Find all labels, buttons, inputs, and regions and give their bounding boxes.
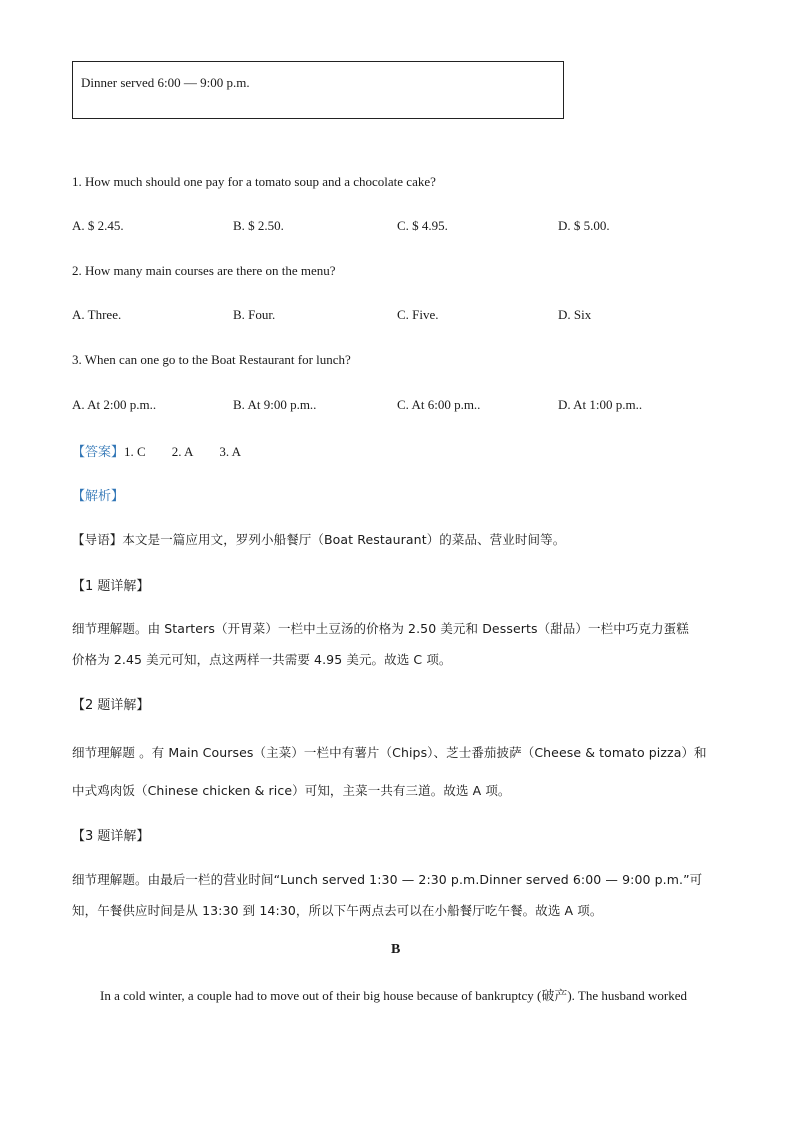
q3-option-b: B. At 9:00 p.m.. (233, 397, 317, 412)
q3-option-d: D. At 1:00 p.m.. (558, 397, 643, 412)
q3-detail-heading: 【3 题详解】 (72, 829, 150, 844)
q2-detail-line: 中式鸡肉饭（Chinese chicken & rice）可知，主菜一共有三道。故选 A 项。 (72, 783, 511, 798)
analysis-heading: 【解析】 (72, 489, 125, 504)
q1-option-b: B. $ 2.50. (233, 218, 284, 233)
question-1: 1. How much should one pay for a tomato soup and a chocolate cake? (72, 174, 436, 189)
answer-item: 3. A (219, 444, 242, 459)
q2-detail-heading: 【2 题详解】 (72, 698, 150, 713)
answer-item: 1. C (124, 444, 146, 459)
q2-option-d: D. Six (558, 307, 592, 322)
menu-hours-box (72, 61, 564, 119)
q3-option-c: C. At 6:00 p.m.. (397, 397, 481, 412)
q1-option-a: A. $ 2.45. (72, 218, 124, 233)
q3-option-a: A. At 2:00 p.m.. (72, 397, 157, 412)
dinner-hours-text: Dinner served 6:00 — 9:00 p.m. (81, 75, 250, 90)
q1-detail-line: 价格为 2.45 美元可知，点这两样一共需要 4.95 美元。故选 C 项。 (72, 652, 452, 667)
q1-detail-heading: 【1 题详解】 (72, 579, 150, 594)
q2-option-c: C. Five. (397, 307, 439, 322)
q3-detail-line: 知，午餐供应时间是从 13:30 到 14:30，所以下午两点去可以在小船餐厅吃午餐。故选 A 项。 (72, 903, 603, 918)
question-3: 3. When can one go to the Boat Restaurant for lunch? (72, 352, 351, 367)
answer-line (72, 441, 267, 460)
answer-item: 2. A (171, 444, 194, 459)
section-b-title: B (391, 942, 401, 957)
q2-detail-line: 细节理解题 。有 Main Courses（主菜）一栏中有薯片（Chips）、芝士番茄披萨（Cheese & tomato pizza）和 (72, 745, 707, 760)
q1-option-c: C. $ 4.95. (397, 218, 448, 233)
answer-label: 【答案】 (72, 445, 125, 460)
q2-option-a: A. Three. (72, 307, 122, 322)
question-2: 2. How many main courses are there on the menu? (72, 263, 336, 278)
q1-detail-line: 细节理解题。由 Starters（开胃菜）一栏中土豆汤的价格为 2.50 美元和 Desserts（甜品）一栏中巧克力蛋糕 (72, 621, 689, 636)
q2-option-b: B. Four. (233, 307, 276, 322)
passage-first-line: In a cold winter, a couple had to move out of their big house because of bankruptcy (破产). The husband worked (100, 988, 687, 1003)
q1-option-d: D. $ 5.00. (558, 218, 610, 233)
analysis-intro: 【导语】本文是一篇应用文，罗列小船餐厅（Boat Restaurant）的菜品、营业时间等。 (72, 532, 566, 547)
q3-detail-line: 细节理解题。由最后一栏的营业时间“Lunch served 1:30 — 2:30 p.m.Dinner served 6:00 — 9:00 p.m.”可 (72, 872, 703, 887)
